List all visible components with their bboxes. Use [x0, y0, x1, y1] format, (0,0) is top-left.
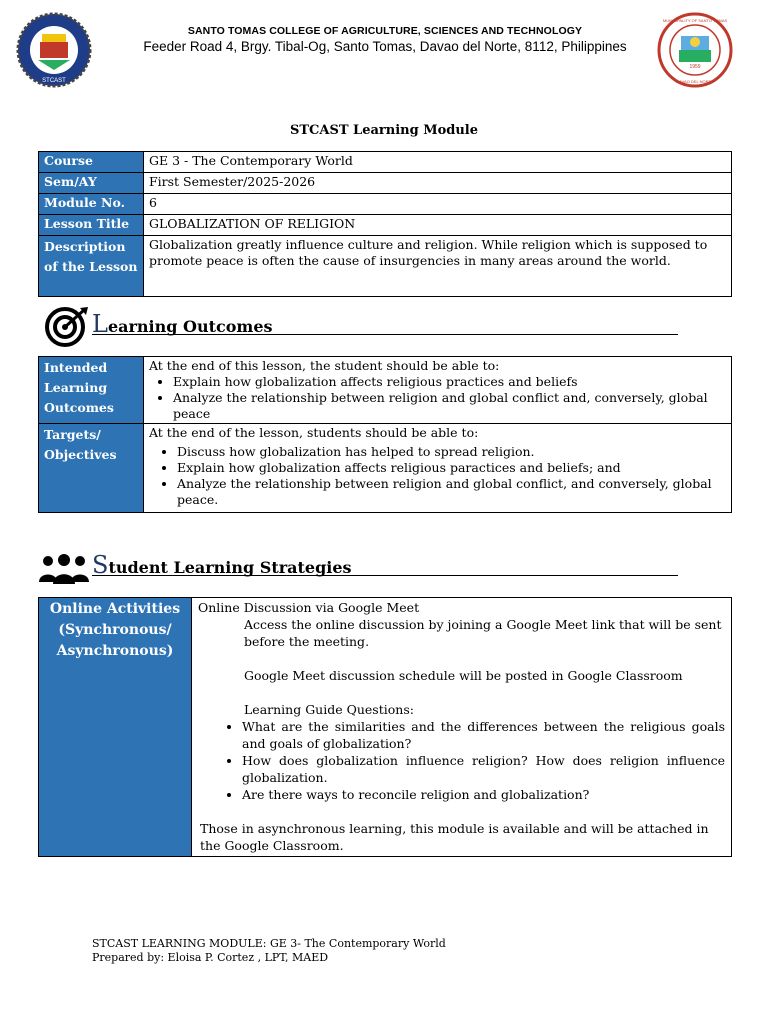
- footer-prepared-by: Prepared by: Eloisa P. Cortez , LPT, MAED: [92, 951, 329, 964]
- targets-intro: At the end of the lesson, students should be able to:: [149, 425, 479, 440]
- sem-ay-label: Sem/AY: [39, 173, 144, 194]
- table-row: [39, 598, 732, 857]
- online-activities-label: Online Activities (Synchronous/ Asynchronous): [39, 598, 192, 857]
- intended-intro: At the end of this lesson, the student should be able to:: [149, 358, 500, 373]
- heading-initial: L: [92, 310, 108, 338]
- list-item: • Analyze the relationship between religion and global conflict, and conversely, global peace.: [177, 476, 726, 508]
- table-row: [39, 194, 732, 215]
- table-row: [39, 236, 732, 297]
- asynchronous-note: Those in asynchronous learning, this module is available and will be attached in the Google Classroom.: [200, 821, 709, 853]
- targets-content: [144, 424, 732, 513]
- lesson-title-value: GLOBALIZATION OF RELIGION: [144, 215, 732, 236]
- svg-text:DAVAO DEL NORTE: DAVAO DEL NORTE: [676, 79, 714, 84]
- school-address: Feeder Road 4, Brgy. Tibal-Og, Santo Tomas, Davao del Norte, 8112, Philippines: [143, 39, 627, 54]
- heading-text: tudent Learning Strategies: [108, 558, 352, 577]
- school-name: SANTO TOMAS COLLEGE OF AGRICULTURE, SCIENCES AND TECHNOLOGY: [187, 25, 583, 37]
- svg-text:1959: 1959: [689, 64, 701, 70]
- list-item: • Explain how globalization affects religious paractices and beliefs; and: [177, 460, 726, 476]
- access-paragraph: Access the online discussion by joining a Google Meet link that will be sent before the meeting.: [244, 617, 722, 649]
- course-value: GE 3 - The Contemporary World: [144, 152, 732, 173]
- module-no-label: Module No.: [39, 194, 144, 215]
- list-item: • Are there ways to reconcile religion and globalization?: [242, 786, 725, 803]
- sem-ay-value: First Semester/2025-2026: [144, 173, 732, 194]
- intended-outcomes-content: [144, 357, 732, 424]
- list-item: • Discuss how globalization has helped to spread religion.: [177, 444, 726, 460]
- group-people-icon: [38, 552, 90, 584]
- list-item: • What are the similarities and the differences between the religious goals and goals of globalization?: [242, 718, 725, 752]
- heading-underline: [92, 334, 678, 335]
- table-row: [39, 215, 732, 236]
- module-info-table: [38, 151, 732, 297]
- module-no-value: 6: [144, 194, 732, 215]
- schedule-paragraph: Google Meet discussion schedule will be posted in Google Classroom: [244, 668, 683, 683]
- svg-text:MUNICIPALITY OF SANTO TOMAS: MUNICIPALITY OF SANTO TOMAS: [662, 18, 728, 23]
- municipality-seal-logo: [657, 12, 733, 88]
- strategies-table: [38, 597, 732, 857]
- guide-questions-list: [198, 718, 725, 803]
- targets-list: [149, 444, 726, 508]
- heading-underline: [92, 575, 678, 576]
- intended-list: [149, 374, 726, 422]
- list-item: • Analyze the relationship between religion and global conflict and, conversely, global peace: [173, 390, 726, 422]
- footer-module-line: STCAST LEARNING MODULE: GE 3- The Contemporary World: [92, 937, 446, 950]
- target-icon: [44, 305, 90, 347]
- svg-text:STCAST: STCAST: [42, 78, 66, 84]
- description-label: Description of the Lesson: [39, 236, 144, 297]
- list-item: • How does globalization influence religion? How does religion influence globalization.: [242, 752, 725, 786]
- stcast-seal-logo: [16, 12, 92, 88]
- list-item: • Explain how globalization affects religious practices and beliefs: [173, 374, 726, 390]
- intended-outcomes-label: Intended Learning Outcomes: [39, 357, 144, 424]
- online-discussion-line: Online Discussion via Google Meet: [198, 600, 420, 615]
- targets-label: Targets/ Objectives: [39, 424, 144, 513]
- footer: [92, 937, 446, 965]
- description-value: Globalization greatly influence culture and religion. While religion which is supposed to promote peace is often the cause of insurgencies in many areas around the world.: [144, 236, 732, 297]
- course-label: Course: [39, 152, 144, 173]
- heading-initial: S: [92, 551, 109, 579]
- learning-outcomes-table: [38, 356, 732, 513]
- module-title: STCAST Learning Module: [289, 123, 479, 138]
- guide-questions-title: Learning Guide Questions:: [244, 702, 414, 717]
- strategies-content: [192, 598, 732, 857]
- table-row: [39, 173, 732, 194]
- heading-text: earning Outcomes: [107, 317, 273, 336]
- table-row: [39, 424, 732, 513]
- lesson-title-label: Lesson Title: [39, 215, 144, 236]
- table-row: [39, 152, 732, 173]
- table-row: [39, 357, 732, 424]
